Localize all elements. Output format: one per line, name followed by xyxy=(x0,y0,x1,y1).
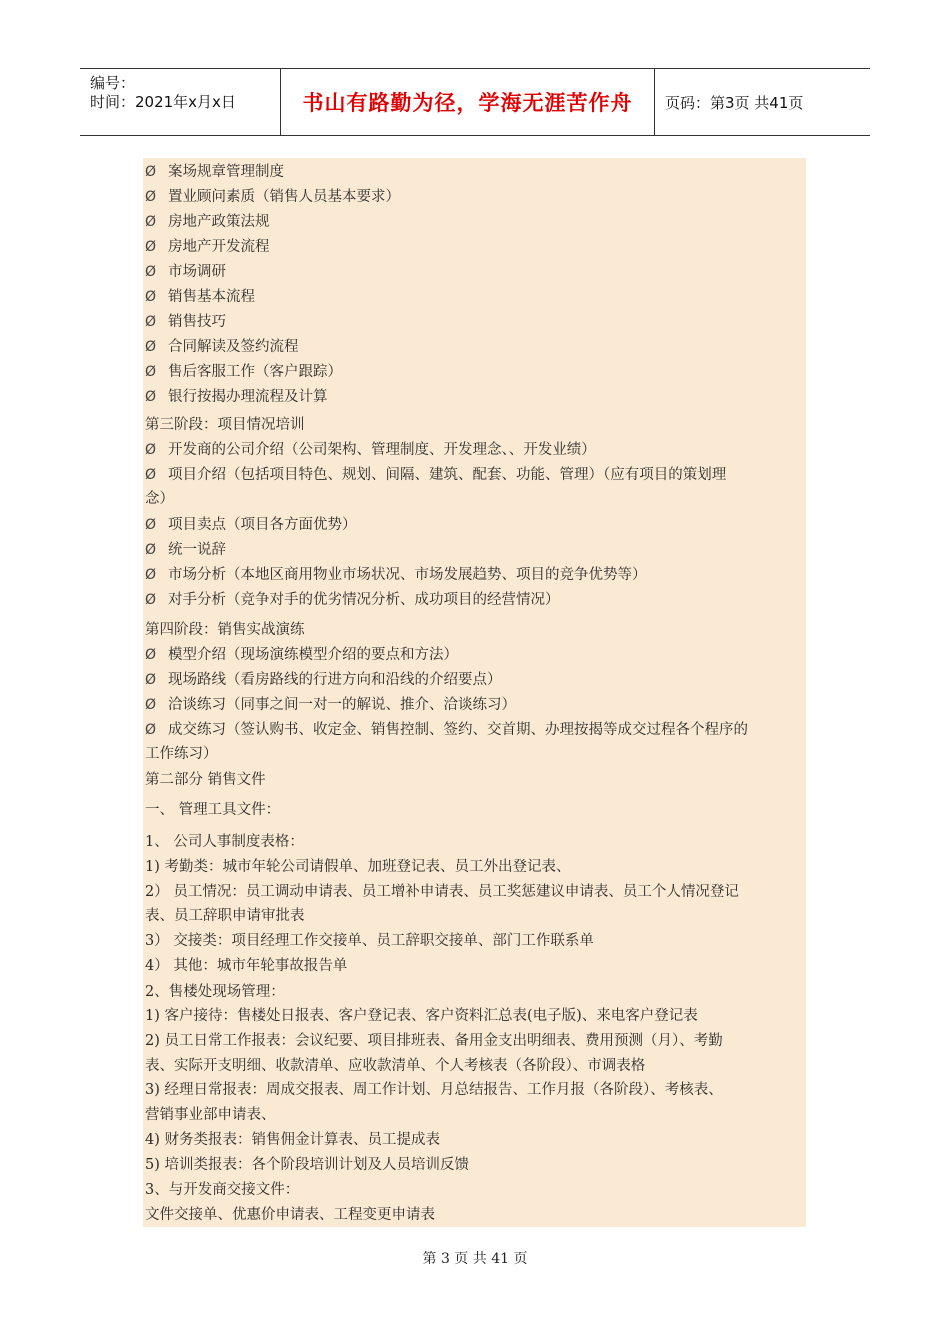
list-item: 银行按揭办理流程及计算 xyxy=(168,389,328,405)
list-item: 合同解读及签约流程 xyxy=(168,339,299,355)
text-line: 文件交接单、优惠价申请表、工程变更申请表 xyxy=(145,1207,435,1223)
page-footer: 第 3 页 共 41 页 xyxy=(422,1251,528,1267)
text-line: 表、员工辞职申请审批表 xyxy=(145,908,305,924)
bullet-icon: Ø xyxy=(145,389,157,405)
bullet-icon: Ø xyxy=(145,442,157,458)
text-line: 3） 交接类：项目经理工作交接单、员工辞职交接单、部门工作联系单 xyxy=(145,933,594,949)
text-line: 5) 培训类报表：各个阶段培训计划及人员培训反馈 xyxy=(145,1157,469,1173)
list-item: 成交练习（签认购书、收定金、销售控制、签约、交首期、办理按揭等成交过程各个程序的 xyxy=(168,722,748,738)
text-line: 3) 经理日常报表：周成交报表、周工作计划、月总结报告、工作月报（各阶段）、考核表、 xyxy=(145,1082,723,1098)
bullet-icon: Ø xyxy=(145,289,157,305)
bullet-icon: Ø xyxy=(145,264,157,280)
number-label: 编号： xyxy=(90,74,136,92)
text-line: 1) 考勤类：城市年轮公司请假单、加班登记表、员工外出登记表、 xyxy=(145,859,571,875)
page-header xyxy=(80,68,870,136)
list-item: 房地产开发流程 xyxy=(168,239,270,255)
list-item: 洽谈练习（同事之间一对一的解说、推介、洽谈练习） xyxy=(168,697,516,713)
list-item: 市场调研 xyxy=(168,264,226,280)
text-line: 2) 员工日常工作报表：会议纪要、项目排班表、备用金支出明细表、费用预测（月）、考勤 xyxy=(145,1033,723,1049)
bullet-icon: Ø xyxy=(145,672,157,688)
bullet-icon: Ø xyxy=(145,592,157,608)
text-line: 2、售楼处现场管理： xyxy=(145,984,285,1000)
text-line: 1、 公司人事制度表格： xyxy=(145,834,304,850)
list-item-continuation: 工作练习） xyxy=(145,746,218,762)
bullet-icon: Ø xyxy=(145,647,157,663)
list-item: 开发商的公司介绍（公司架构、管理制度、开发理念、、开发业绩） xyxy=(168,442,596,458)
list-item: 销售基本流程 xyxy=(168,289,255,305)
list-item: 售后客服工作（客户跟踪） xyxy=(168,364,342,380)
list-item: 现场路线（看房路线的行进方向和沿线的介绍要点） xyxy=(168,672,502,688)
list-item: 对手分析（竞争对手的优劣情况分析、成功项目的经营情况） xyxy=(168,592,560,608)
text-line: 4） 其他：城市年轮事故报告单 xyxy=(145,958,348,974)
bullet-icon: Ø xyxy=(145,467,157,483)
document-body xyxy=(143,158,806,1227)
list-item: 项目介绍（包括项目特色、规划、间隔、建筑、配套、功能、管理）（应有项目的策划理 xyxy=(168,467,727,483)
bullet-icon: Ø xyxy=(145,517,157,533)
text-line: 3、与开发商交接文件： xyxy=(145,1182,300,1198)
bullet-icon: Ø xyxy=(145,697,157,713)
list-item: 模型介绍（现场演练模型介绍的要点和方法） xyxy=(168,647,458,663)
list-item: 房地产政策法规 xyxy=(168,214,270,230)
bullet-icon: Ø xyxy=(145,314,157,330)
header-meta-cell xyxy=(80,69,281,135)
text-line: 2） 员工情况：员工调动申请表、员工增补申请表、员工奖惩建议申请表、员工个人情况登记 xyxy=(145,884,739,900)
bullet-icon: Ø xyxy=(145,214,157,230)
header-motto: 书山有路勤为径，学海无涯苦作舟 xyxy=(281,69,655,135)
text-line: 表、实际开支明细、收款清单、应收款清单、个人考核表（各阶段）、市调表格 xyxy=(145,1058,646,1074)
header-page-info: 页码：第3页 共41页 xyxy=(665,93,804,112)
text-line: 一、 管理工具文件： xyxy=(145,802,281,818)
list-item: 市场分析（本地区商用物业市场状况、市场发展趋势、项目的竞争优势等） xyxy=(168,567,647,583)
bullet-icon: Ø xyxy=(145,189,157,205)
list-item: 统一说辞 xyxy=(168,542,226,558)
bullet-icon: Ø xyxy=(145,164,157,180)
bullet-icon: Ø xyxy=(145,364,157,380)
list-item-continuation: 念） xyxy=(145,491,174,507)
text-line: 4) 财务类报表：销售佣金计算表、员工提成表 xyxy=(145,1132,440,1148)
text-line: 1) 客户接待：售楼处日报表、客户登记表、客户资料汇总表(电子版)、来电客户登记表 xyxy=(145,1008,698,1024)
bullet-icon: Ø xyxy=(145,339,157,355)
section-heading: 第三阶段：项目情况培训 xyxy=(145,417,305,433)
bullet-icon: Ø xyxy=(145,567,157,583)
list-item: 案场规章管理制度 xyxy=(168,164,284,180)
part-heading: 第二部分 销售文件 xyxy=(145,772,266,788)
list-item: 置业顾问素质（销售人员基本要求） xyxy=(168,189,400,205)
date-label: 时间：2021年x月x日 xyxy=(90,93,236,111)
section-heading: 第四阶段：销售实战演练 xyxy=(145,622,305,638)
bullet-icon: Ø xyxy=(145,542,157,558)
bullet-icon: Ø xyxy=(145,722,157,738)
list-item: 项目卖点（项目各方面优势） xyxy=(168,517,357,533)
list-item: 销售技巧 xyxy=(168,314,226,330)
bullet-icon: Ø xyxy=(145,239,157,255)
text-line: 营销事业部申请表、 xyxy=(145,1107,276,1123)
